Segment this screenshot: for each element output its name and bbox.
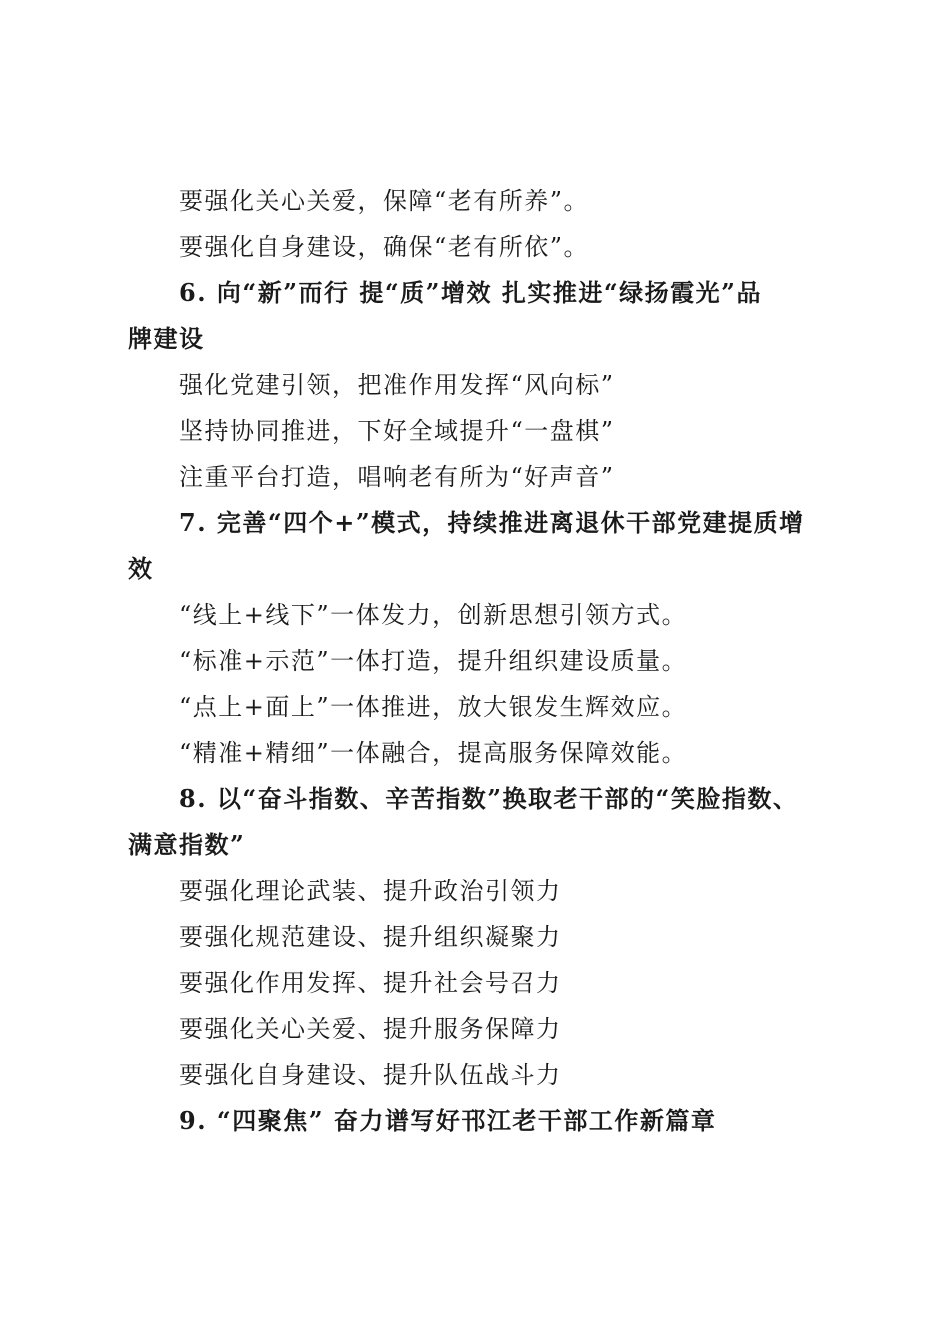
section-heading-7: 7. 完善“四个+”模式，持续推进离退休干部党建提质增: [179, 508, 805, 537]
body-line: 强化党建引领，把准作用发挥“风向标”: [179, 371, 615, 399]
section-heading-6: 6. 向“新”而行 提“质”增效 扎实推进“绿扬霞光”品: [179, 278, 762, 307]
body-line: 要强化自身建设，确保“老有所依”。: [179, 233, 590, 261]
section-heading-7-continued: 效: [128, 554, 154, 583]
section-heading-6-continued: 牌建设: [128, 324, 205, 353]
section-heading-8: 8. 以“奋斗指数、辛苦指数”换取老干部的“笑脸指数、: [179, 784, 799, 813]
body-line: 要强化关心关爱，保障“老有所养”。: [179, 187, 590, 215]
body-line: 要强化规范建设、提升组织凝聚力: [179, 923, 562, 951]
body-line: 坚持协同推进，下好全域提升“一盘棋”: [179, 417, 615, 445]
body-line: “精准+精细”一体融合，提高服务保障效能。: [179, 739, 688, 767]
body-line: “线上+线下”一体发力，创新思想引领方式。: [179, 601, 688, 629]
section-heading-8-continued: 满意指数”: [128, 830, 246, 859]
body-line: 注重平台打造，唱响老有所为“好声音”: [179, 463, 615, 491]
body-line: 要强化作用发挥、提升社会号召力: [179, 969, 562, 997]
body-line: 要强化关心关爱、提升服务保障力: [179, 1015, 562, 1043]
document-body: [128, 178, 833, 1144]
section-heading-9: 9. “四聚焦” 奋力谱写好邗江老干部工作新篇章: [179, 1106, 717, 1135]
body-line: 要强化自身建设、提升队伍战斗力: [179, 1061, 562, 1089]
body-line: “点上+面上”一体推进，放大银发生辉效应。: [179, 693, 688, 721]
body-line: 要强化理论武装、提升政治引领力: [179, 877, 562, 905]
body-line: “标准+示范”一体打造，提升组织建设质量。: [179, 647, 688, 675]
